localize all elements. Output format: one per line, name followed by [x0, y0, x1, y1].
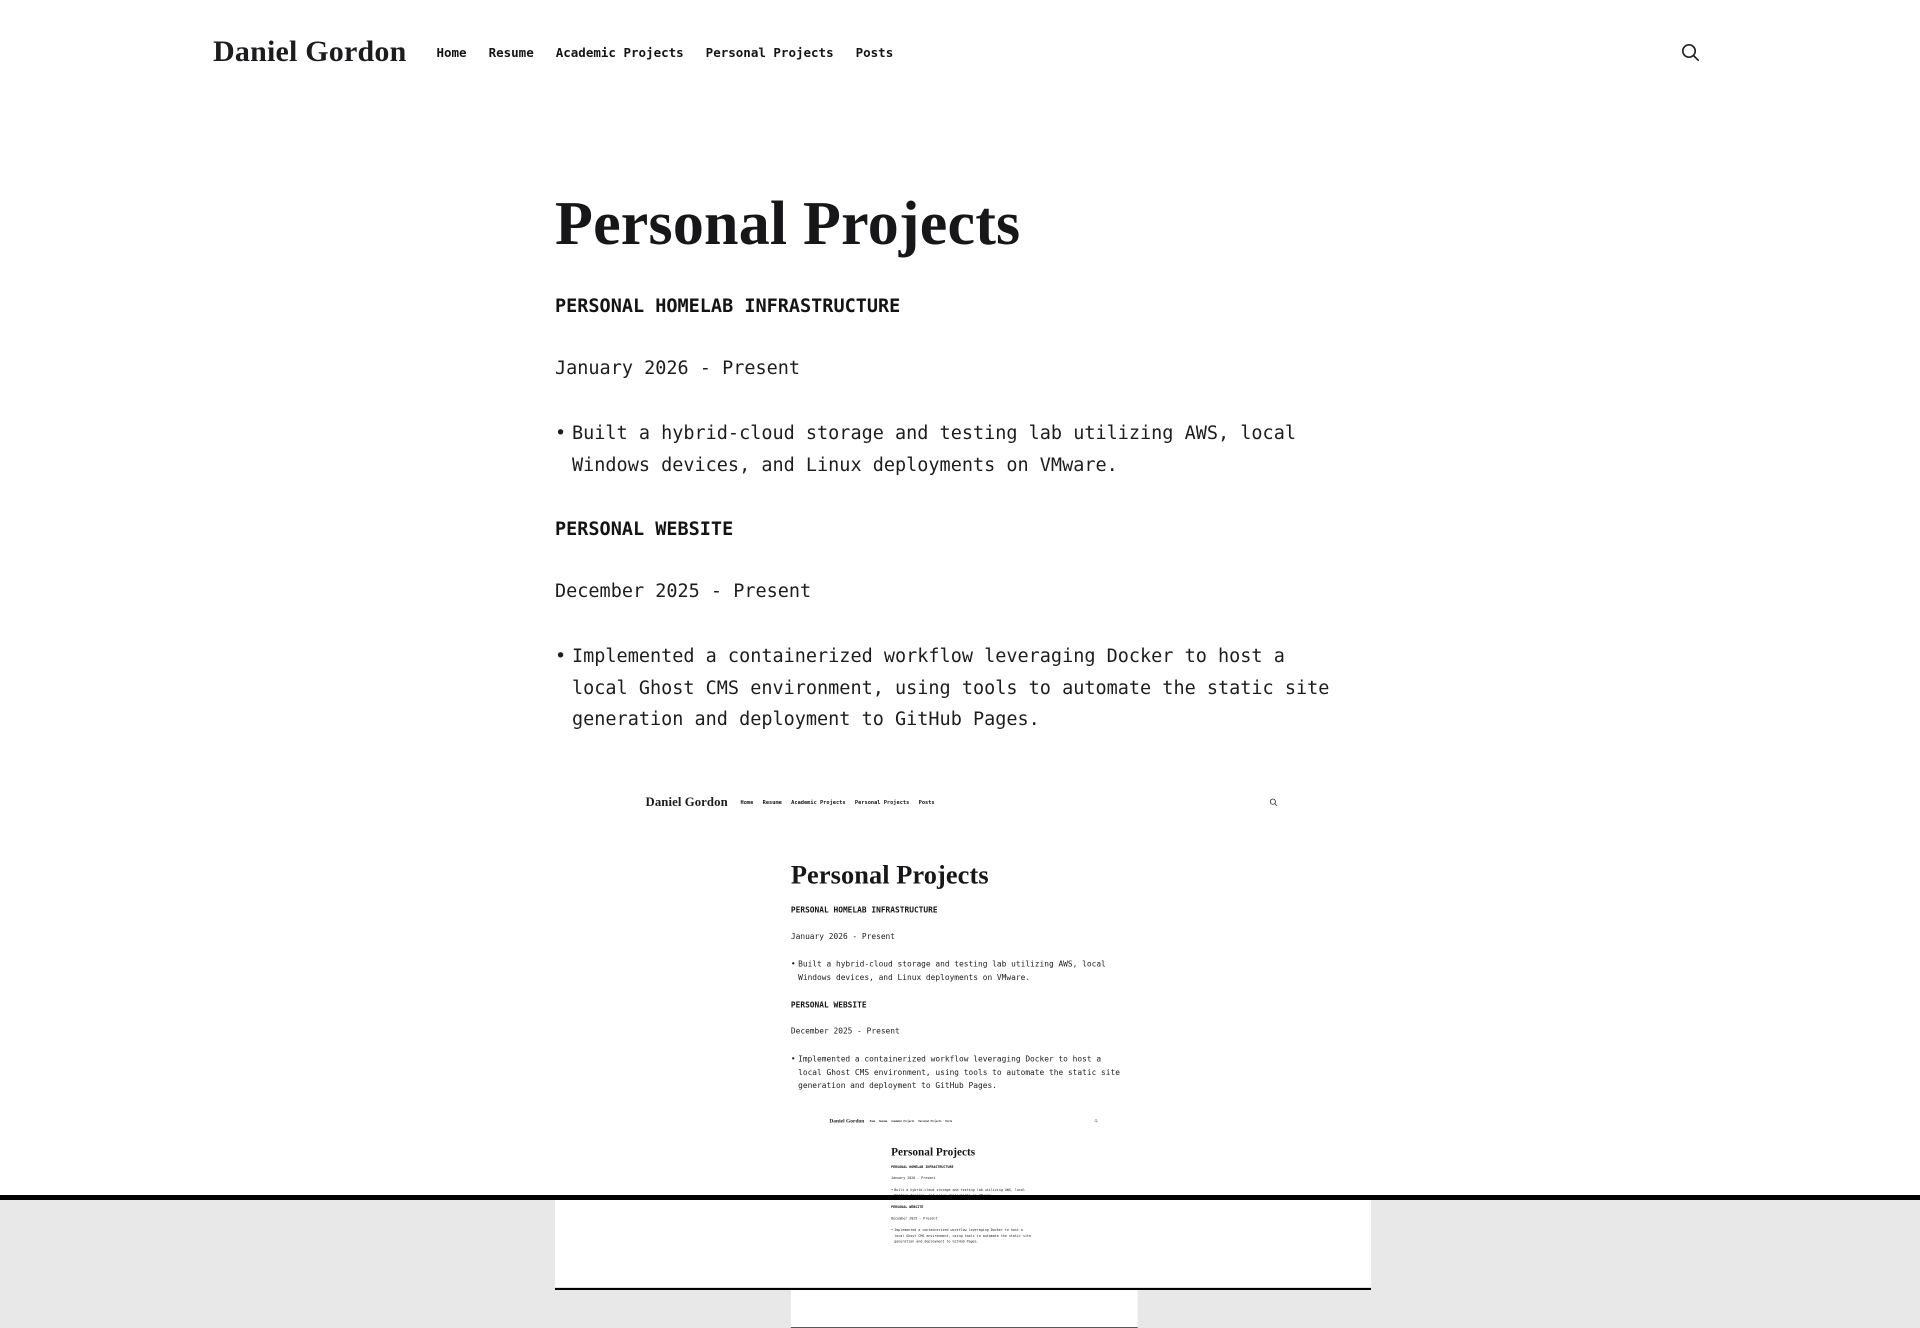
- bullet-line: local Ghost CMS environment, using tools to automate the static site: [572, 677, 1330, 699]
- bullet-item: [791, 1052, 1135, 1092]
- nav-item-resume[interactable]: Resume: [762, 798, 782, 805]
- section-heading: PERSONAL WEBSITE: [891, 1204, 924, 1209]
- nav-item-posts[interactable]: Posts: [945, 1118, 953, 1122]
- embedded-screenshot-scaled-page: [555, 780, 1371, 1290]
- bullet-item: [891, 1227, 1037, 1244]
- site-header: [791, 1111, 1138, 1130]
- bullet-line: generation and deployment to GitHub Pages.: [572, 709, 1040, 730]
- bullet-line: Windows devices, and Linux deployments on VMware.: [798, 972, 1031, 982]
- bullet-item: [791, 957, 1135, 984]
- bottom-bar: [555, 1287, 1371, 1289]
- site-header: [555, 780, 1371, 824]
- site-logo[interactable]: Daniel Gordon: [213, 35, 407, 68]
- page: [791, 1111, 1138, 1328]
- nav-item-home[interactable]: Home: [740, 798, 754, 805]
- main-nav: [870, 1119, 953, 1122]
- site-logo[interactable]: Daniel Gordon: [829, 1117, 865, 1124]
- bullet-marker: [555, 641, 572, 736]
- bullet-list: [791, 1052, 1135, 1092]
- date-range: January 2026 - Present: [790, 931, 896, 941]
- bullet-line: Implemented a containerized workflow leveraging Docker to host a: [798, 1054, 1102, 1063]
- section-heading: PERSONAL WEBSITE: [555, 519, 734, 540]
- section-heading: PERSONAL HOMELAB INFRASTRUCTURE: [891, 1164, 954, 1169]
- page-title: Personal Projects: [555, 190, 1021, 258]
- bullet-line: generation and deployment to GitHub Pages.: [894, 1238, 979, 1243]
- bullet-marker: [555, 418, 572, 481]
- nav-item-academic-projects[interactable]: Academic Projects: [891, 1118, 915, 1122]
- nav-item-personal-projects[interactable]: Personal Projects: [918, 1118, 942, 1122]
- nav-item-academic-projects[interactable]: Academic Projects: [555, 44, 684, 60]
- page-title: Personal Projects: [891, 1145, 976, 1158]
- section-heading: PERSONAL HOMELAB INFRASTRUCTURE: [790, 905, 938, 915]
- bottom-bar: [0, 1195, 1920, 1200]
- main-nav: [740, 798, 934, 804]
- section-heading: PERSONAL WEBSITE: [790, 1000, 867, 1009]
- bullet-marker: [791, 1052, 798, 1092]
- date-range: December 2025 - Present: [891, 1215, 938, 1220]
- nav-item-resume[interactable]: Resume: [488, 44, 534, 60]
- page-title: Personal Projects: [790, 860, 989, 890]
- bullet-list: [555, 418, 1365, 481]
- date-range: January 2026 - Present: [555, 358, 801, 379]
- site-header: [0, 0, 1920, 104]
- bullet-line: Implemented a containerized workflow leveraging Docker to host a: [572, 646, 1285, 667]
- bottom-bar: [791, 1327, 1138, 1328]
- embedded-screenshot: [555, 780, 1371, 1290]
- date-range: December 2025 - Present: [790, 1026, 900, 1036]
- date-range: January 2026 - Present: [891, 1175, 936, 1180]
- nav-item-posts[interactable]: Posts: [918, 798, 935, 805]
- main-content: [791, 860, 1135, 1327]
- main-nav: [436, 45, 893, 60]
- bullet-line: local Ghost CMS environment, using tools to automate the static site: [894, 1233, 1031, 1237]
- site-logo[interactable]: Daniel Gordon: [645, 794, 728, 809]
- bullet-list: [891, 1227, 1037, 1244]
- date-range: December 2025 - Present: [555, 581, 812, 602]
- nav-item-home[interactable]: Home: [436, 44, 467, 60]
- bullet-marker: [791, 957, 798, 984]
- page: [555, 780, 1371, 1290]
- bullet-item: [555, 641, 1365, 736]
- bullet-line: Built a hybrid-cloud storage and testing lab utilizing AWS, local: [894, 1187, 1025, 1191]
- bullet-item: [555, 418, 1365, 481]
- embedded-screenshot-scaled-page: [791, 1111, 1138, 1328]
- embedded-screenshot: [791, 1111, 1138, 1328]
- bullet-list: [791, 957, 1135, 984]
- bullet-line: generation and deployment to GitHub Pages.: [798, 1080, 997, 1090]
- nav-item-posts[interactable]: Posts: [855, 44, 894, 60]
- nav-item-personal-projects[interactable]: Personal Projects: [854, 798, 910, 805]
- nav-item-personal-projects[interactable]: Personal Projects: [705, 44, 834, 60]
- bullet-line: Windows devices, and Linux deployments on VMware.: [572, 454, 1118, 476]
- section-heading: PERSONAL HOMELAB INFRASTRUCTURE: [555, 296, 901, 317]
- bullet-list: [555, 641, 1365, 736]
- bullet-line: local Ghost CMS environment, using tools to automate the static site: [798, 1067, 1120, 1077]
- search-icon[interactable]: [1094, 1118, 1098, 1122]
- search-icon[interactable]: [1268, 797, 1278, 807]
- nav-item-academic-projects[interactable]: Academic Projects: [791, 798, 846, 805]
- nav-item-home[interactable]: Home: [869, 1118, 876, 1122]
- bullet-line: Built a hybrid-cloud storage and testing lab utilizing AWS, local: [798, 959, 1106, 969]
- search-icon[interactable]: [1678, 40, 1702, 64]
- main-content: [555, 190, 1365, 1290]
- bullet-line: Built a hybrid-cloud storage and testing lab utilizing AWS, local: [572, 423, 1296, 444]
- bullet-line: Implemented a containerized workflow leveraging Docker to host a: [894, 1227, 1023, 1232]
- nav-item-resume[interactable]: Resume: [879, 1118, 888, 1122]
